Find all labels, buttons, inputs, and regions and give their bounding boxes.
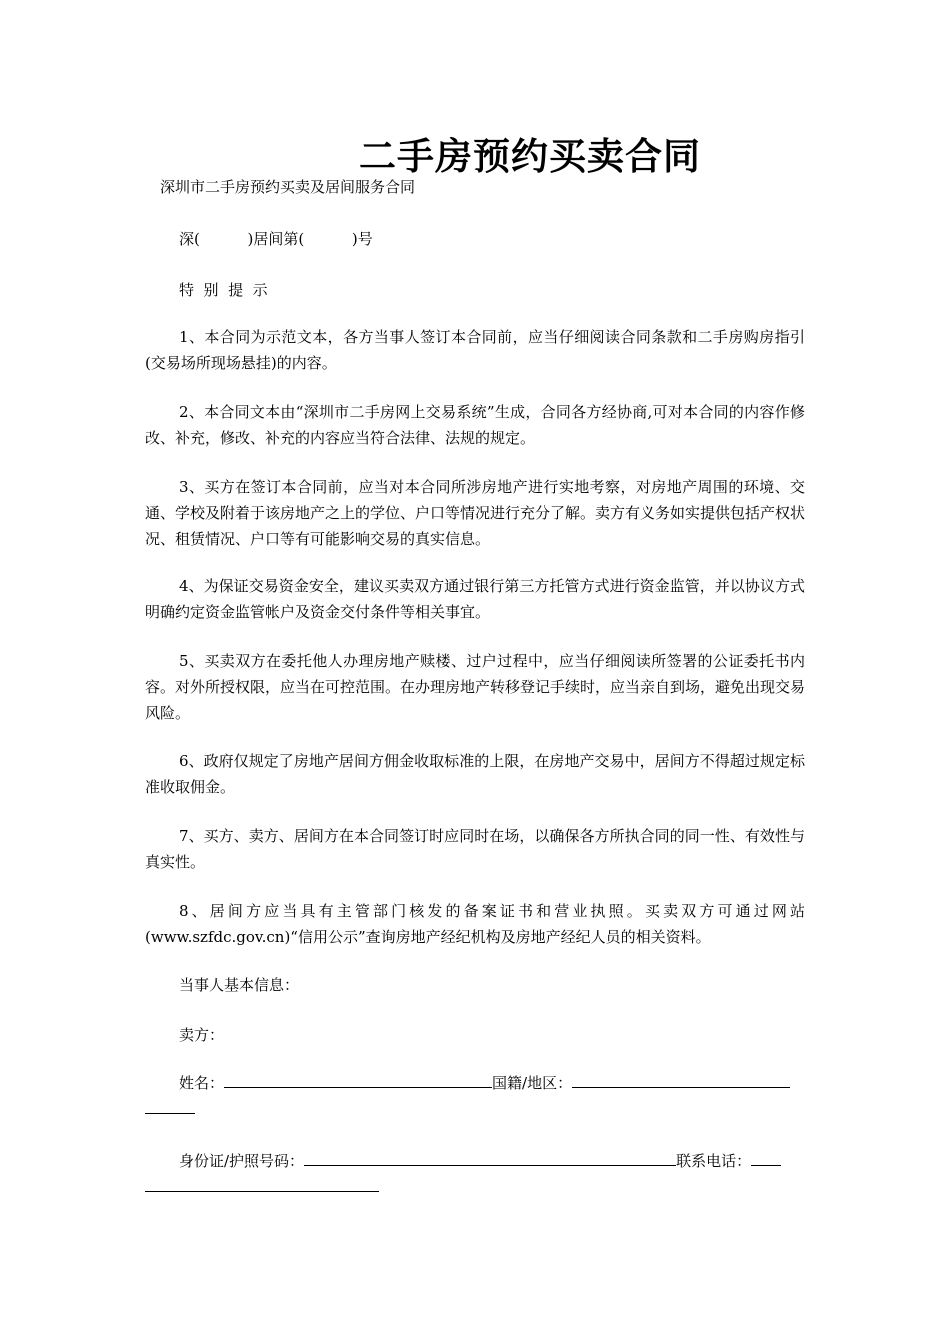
nationality-field-overflow[interactable]	[145, 1096, 195, 1114]
notice-item-2: 2、本合同文本由“深圳市二手房网上交易系统”生成，合同各方经协商,可对本合同的内容作修改、补充，修改、补充的内容应当符合法律、法规的规定。	[145, 403, 805, 447]
special-notice-heading: 特 别 提 示	[179, 281, 268, 299]
id-number-field[interactable]	[304, 1148, 676, 1166]
seller-id-row	[145, 1148, 805, 1174]
reference-number-line: 深( )居间第( )号	[179, 230, 373, 248]
notice-item-7: 7、买方、卖方、居间方在本合同签订时应同时在场，以确保各方所执合同的同一性、有效性与真实性。	[145, 827, 805, 871]
notice-item-8: 8、居间方应当具有主管部门核发的备案证书和营业执照。买卖双方可通过网站(www.szfdc.gov.cn)“信用公示”查询房地产经纪机构及房地产经纪人员的相关资料。	[145, 902, 805, 946]
phone-field-overflow[interactable]	[145, 1174, 379, 1192]
nationality-field-continuation	[145, 1096, 805, 1122]
notice-item-1: 1、本合同为示范文本，各方当事人签订本合同前，应当仔细阅读合同条款和二手房购房指引(交易场所现场悬挂)的内容。	[145, 328, 805, 372]
seller-name-row	[145, 1070, 805, 1096]
name-field[interactable]	[224, 1070, 492, 1088]
id-label: 身份证/护照号码：	[179, 1152, 305, 1170]
phone-field[interactable]	[751, 1148, 781, 1166]
notice-item-5: 5、买卖双方在委托他人办理房地产赎楼、过户过程中，应当仔细阅读所签署的公证委托书内容。对外所授权限，应当在可控范围。在办理房地产转移登记手续时，应当亲自到场，避免出现交易风险。	[145, 652, 806, 722]
phone-label: 联系电话：	[676, 1152, 752, 1170]
nationality-label: 国籍/地区：	[492, 1074, 573, 1092]
notice-item-3: 3、买方在签订本合同前，应当对本合同所涉房地产进行实地考察，对房地产周围的环境、交通、学校及附着于该房地产之上的学位、户口等情况进行充分了解。卖方有义务如实提供包括产权状况、租赁情况、户口等有可能影响交易的真实信息。	[145, 478, 806, 548]
document-title: 二手房预约买卖合同	[359, 134, 701, 178]
parties-heading: 当事人基本信息：	[179, 976, 300, 994]
nationality-field[interactable]	[572, 1070, 790, 1088]
seller-heading: 卖方：	[179, 1026, 225, 1044]
document-subtitle: 深圳市二手房预约买卖及居间服务合同	[160, 178, 416, 196]
name-label: 姓名：	[179, 1074, 225, 1092]
phone-field-continuation	[145, 1174, 805, 1200]
notice-item-6: 6、政府仅规定了房地产居间方佣金收取标准的上限，在房地产交易中，居间方不得超过规定标准收取佣金。	[145, 752, 805, 796]
notice-item-4: 4、为保证交易资金安全，建议买卖双方通过银行第三方托管方式进行资金监管，并以协议方式明确约定资金监管帐户及资金交付条件等相关事宜。	[145, 577, 805, 621]
